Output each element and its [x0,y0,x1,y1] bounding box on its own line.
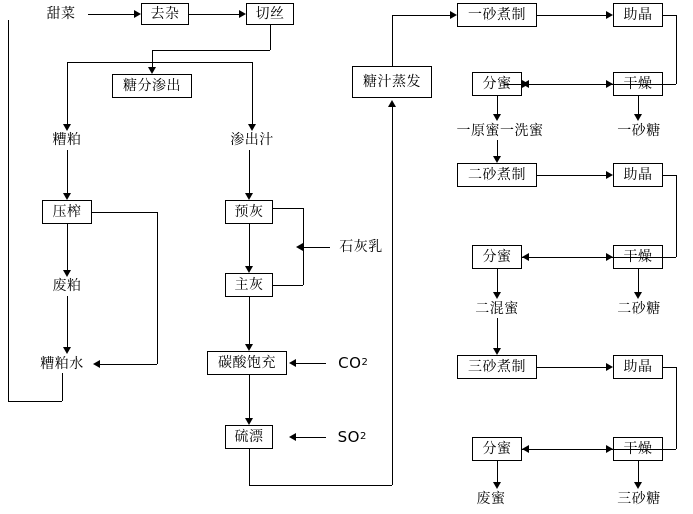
connector-limemilk-branch [303,208,304,285]
arrowhead-molasses1-secondboiling [493,156,501,163]
arrowhead-secondboiling-crystal2 [606,171,613,179]
connector-pulpwater-left [8,401,62,402]
node-first-sugar: 一砂糖 [617,123,661,139]
connector-slicing-down [270,25,271,50]
node-third-boiling: 三砂煮制 [457,355,537,379]
node-sugar-extraction: 糖分渗出 [112,74,192,98]
node-beet: 甜菜 [46,6,76,22]
connector-spentpulp-to-pulpwater [67,296,68,347]
connector-so2-to-sulfitation [296,437,326,438]
node-decontamination: 去杂 [141,3,189,25]
connector-evaporation-up [392,15,393,66]
node-lime-milk: 石灰乳 [339,239,383,255]
arrowhead-to-evaporation [388,100,396,107]
connector-crystal3-down [676,367,677,449]
connector-limemilk-to-preliming [273,208,303,209]
connector-centrifuge1-to-molasses [497,96,498,114]
arrowhead-beet-decontamination [134,10,141,18]
connector-rawjuice-to-preliming [249,150,250,193]
arrowhead-thirdboiling-crystal3 [606,363,613,371]
node-carbonation: 碳酸饱充 [207,351,287,375]
arrowhead-decontamination-slicing [239,10,246,18]
connector-centrifuge2-to-molasses2 [497,269,498,292]
node-main-liming: 主灰 [225,273,273,297]
arrowhead-to-pulp [63,124,71,131]
connector-pressing-back-to-pulpwater [100,364,157,365]
connector-preliming-to-mainliming [249,224,250,266]
arrowhead-pressing-spentpulp [63,270,71,277]
connector-secondboiling-to-crystal2 [537,175,606,176]
connector-carbonation-to-sulfitation [249,375,250,418]
connector-into-extraction [152,50,153,67]
connector-extraction-left [67,62,152,63]
arrowhead-centrifuge2-molasses2 [493,292,501,299]
node-preliming: 预灰 [225,200,273,224]
node-so2: SO 2 [337,427,367,446]
node-drying-2: 干燥 [613,245,663,269]
arrowhead-to-raw-juice [248,124,256,131]
connector-thirdboiling-to-crystal3 [537,367,606,368]
arrowhead-pulp-pressing [63,193,71,200]
arrowhead-carbonation-sulfitation [245,418,253,425]
connector-crystal2-right [663,175,676,176]
node-sulfitation: 硫漂 [225,425,273,449]
node-slicing: 切丝 [246,3,294,25]
arrowhead-mainliming-carbonation [245,344,253,351]
connector-pressing-right-down [157,212,158,364]
connector-co2-to-carbonation [296,363,326,364]
node-drying-1: 干燥 [613,72,663,96]
connector-extraction-right-down [252,62,253,124]
node-drying-3: 干燥 [613,437,663,461]
node-juice-evaporation: 糖汁蒸发 [352,66,432,98]
connector-recycle-into-extraction [8,20,9,21]
arrowhead-molasses2-thirdboiling [493,348,501,355]
arrowhead-firstboiling-crystal1 [606,11,613,19]
connector-centrifuge3-to-drying3 [522,449,606,450]
node-crystallization-3: 助晶 [613,355,663,379]
connector-mainliming-to-carbonation [249,297,250,344]
node-first-boiling: 一砂煮制 [457,3,537,27]
connector-limemilk-left [303,247,330,248]
connector-firstboiling-to-crystal1 [537,15,606,16]
node-crystallization-2: 助晶 [613,163,663,187]
connector-recycle-up [8,20,9,401]
node-co2: CO 2 [338,353,368,372]
connector-centrifuge1-to-drying1 [522,84,606,85]
node-first-molasses: 一原蜜一洗蜜 [456,123,544,139]
arrowhead-spentpulp-pulpwater [63,347,71,354]
connector-centrifuge2-to-drying2 [522,257,606,258]
connector-extraction-left-down [67,62,68,124]
arrowhead-centrifuge2-drying2 [606,253,613,261]
connector-crystal1-top [663,15,676,16]
node-crystallization-1: 助晶 [613,3,663,27]
connector-pulp-to-pressing [67,150,68,193]
connector-molasses1-to-secondboiling [497,140,498,156]
connector-decontamination-to-slicing [189,14,239,15]
connector-drying3-to-sugar3 [638,461,639,482]
arrowhead-limemilk [296,243,303,251]
node-spent-pulp: 废粕 [52,278,82,294]
node-third-sugar: 三砂糖 [617,491,661,507]
node-second-sugar: 二砂糖 [617,301,661,317]
connector-crystal3-right [663,367,676,368]
arrowhead-centrifuge1-drying1 [606,80,613,88]
connector-evaporation-to-firstboiling [392,15,450,16]
node-pulp: 糟粕 [52,132,82,148]
connector-extraction-right [152,62,252,63]
connector-pressing-right [92,212,157,213]
node-centrifuging-2: 分蜜 [472,245,522,269]
node-raw-juice: 渗出汁 [230,132,274,148]
arrowhead-centrifuge1-molasses [493,114,501,121]
arrowhead-co2-carbonation [289,359,296,367]
arrowhead-evaporation-firstboiling [450,11,457,19]
node-pressing: 压榨 [42,200,92,224]
arrowhead-so2-sulfitation [289,433,296,441]
connector-beet-to-decontamination [88,14,134,15]
node-centrifuging-1: 分蜜 [472,72,522,96]
arrowhead-drying2-sugar2 [634,292,642,299]
node-second-mixed-molasses: 二混蜜 [475,301,519,317]
arrowhead-centrifuge3-drying3 [606,445,613,453]
connector-up-to-evaporation [392,107,393,485]
arrowhead-drying1-sugar1 [634,114,642,121]
connector-drying1-to-sugar1 [638,96,639,114]
connector-limemilk-to-mainliming [273,285,303,286]
connector-slicing-left [152,50,270,51]
connector-crystal2-down [676,175,677,257]
connector-molasses2-to-thirdboiling [497,318,498,348]
node-final-molasses: 废蜜 [476,491,506,507]
node-centrifuging-3: 分蜜 [472,437,522,461]
node-second-boiling: 二砂煮制 [457,163,537,187]
arrowhead-centrifuge3-finalmolasses [493,482,501,489]
arrowhead-back-to-pulpwater [93,360,100,368]
arrowhead-into-extraction [148,67,156,74]
node-pulp-water: 糟粕水 [40,356,84,372]
connector-pressing-to-spentpulp [67,224,68,270]
arrowhead-drying3-sugar3 [634,482,642,489]
connector-sulfitation-right [249,485,392,486]
connector-drying2-to-sugar2 [638,269,639,292]
connector-centrifuge3-to-finalmolasses [497,461,498,482]
connector-pulpwater-down [62,373,63,401]
connector-sulfitation-down [249,449,250,485]
arrowhead-preliming-mainliming [245,266,253,273]
connector-crystal1-down [676,15,677,84]
arrowhead-rawjuice-preliming [245,193,253,200]
